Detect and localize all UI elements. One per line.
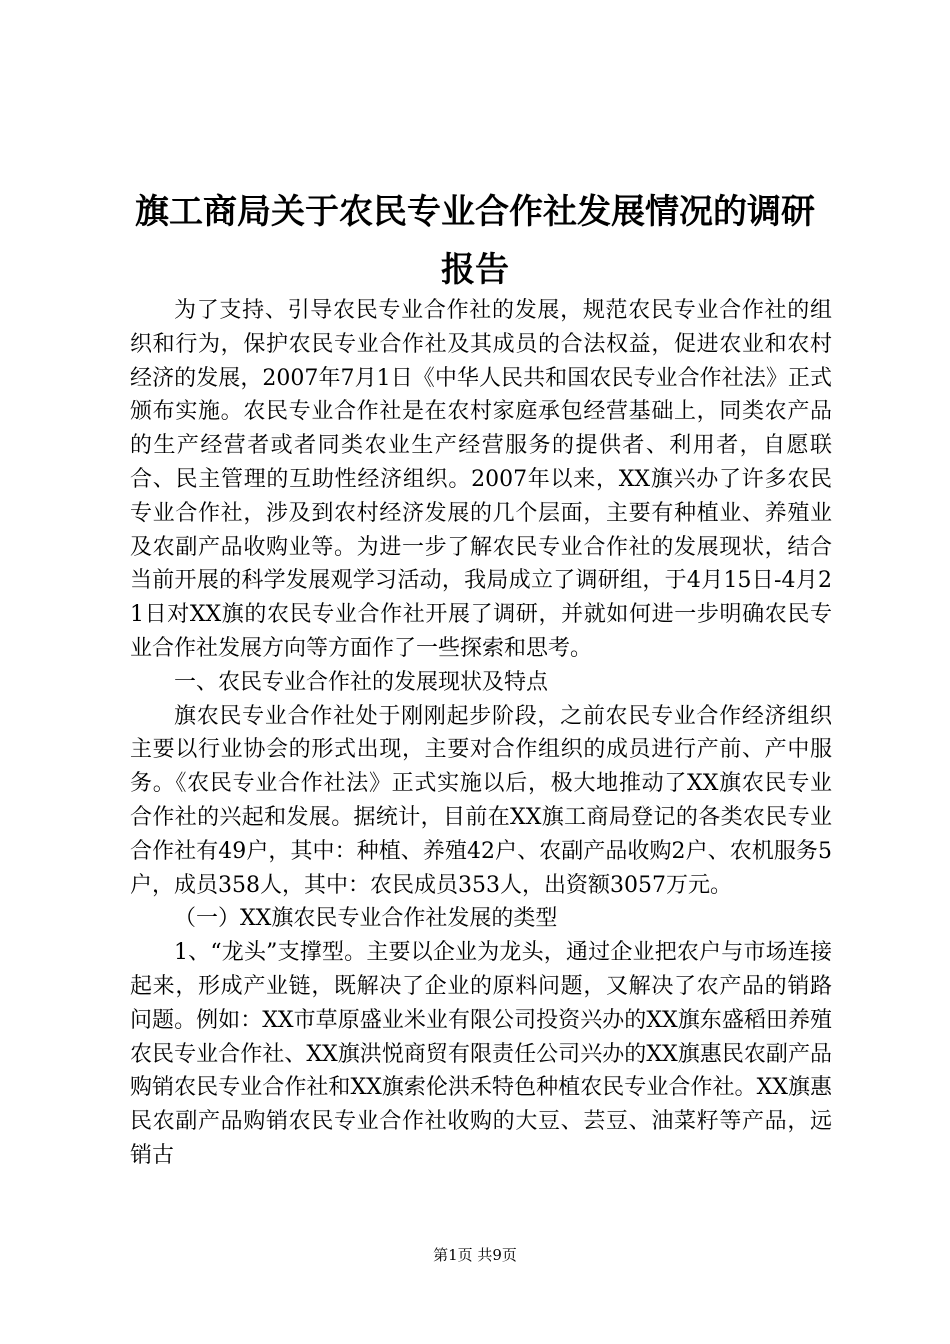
section-heading-1: 一、农民专业合作社的发展现状及特点 <box>174 669 549 695</box>
page-footer: 第1页 共9页 <box>433 1246 517 1264</box>
paragraph-intro: 为了支持、引导农民专业合作社的发展，规范农民专业合作社的组织和行为，保护农民专业合作社及其成员的合法权益，促进农业和农村经济的发展，2007年7月1日《中华人民共和国农民专业合作社法》正式颁布实施。农民专业合作社是在农村家庭承包经营基础上，同类农产品的生产经营者或者同类农业生产经营服务的提供者、利用者，自愿联合、民主管理的互助性经济组织。2007年以来，XX旗兴办了许多农民专业合作社，涉及到农村经济发展的几个层面，主要有种植业、养殖业及农副产品收购业等。为进一步了解农民专业合作社的发展现状，结合当前开展的科学发展观学习活动，我局成立了调研组，于4月15日-4月21日对XX旗的农民专业合作社开展了调研，并就如何进一步明确农民专业合作社发展方向等方面作了一些探索和思考。 <box>130 298 832 661</box>
subsection-heading-1: （一）XX旗农民专业合作社发展的类型 <box>174 906 558 932</box>
document-title: 旗工商局关于农民专业合作社发展情况的调研报告 <box>135 192 815 290</box>
document-body <box>130 294 832 1173</box>
paragraph-status: 旗农民专业合作社处于刚刚起步阶段，之前农民专业合作经济组织主要以行业协会的形式出现，主要对合作组织的成员进行产前、产中服务。《农民专业合作社法》正式实施以后，极大地推动了XX旗农民专业合作社的兴起和发展。据统计，目前在XX旗工商局登记的各类农民专业合作社有49户，其中：种植、养殖42户、农副产品收购2户、农机服务5户，成员358人，其中：农民成员353人，出资额3057万元。 <box>130 703 832 898</box>
paragraph-type-1: 1、“龙头”支撑型。主要以企业为龙头，通过企业把农户与市场连接起来，形成产业链，既解决了企业的原料问题，又解决了农产品的销路问题。例如：XX市草原盛业米业有限公司投资兴办的XX旗东盛稻田养殖农民专业合作社、XX旗洪悦商贸有限责任公司兴办的XX旗惠民农副产品购销农民专业合作社和XX旗索伦洪禾特色种植农民专业合作社。XX旗惠民农副产品购销农民专业合作社收购的大豆、芸豆、油菜籽等产品，远销古 <box>130 940 832 1168</box>
